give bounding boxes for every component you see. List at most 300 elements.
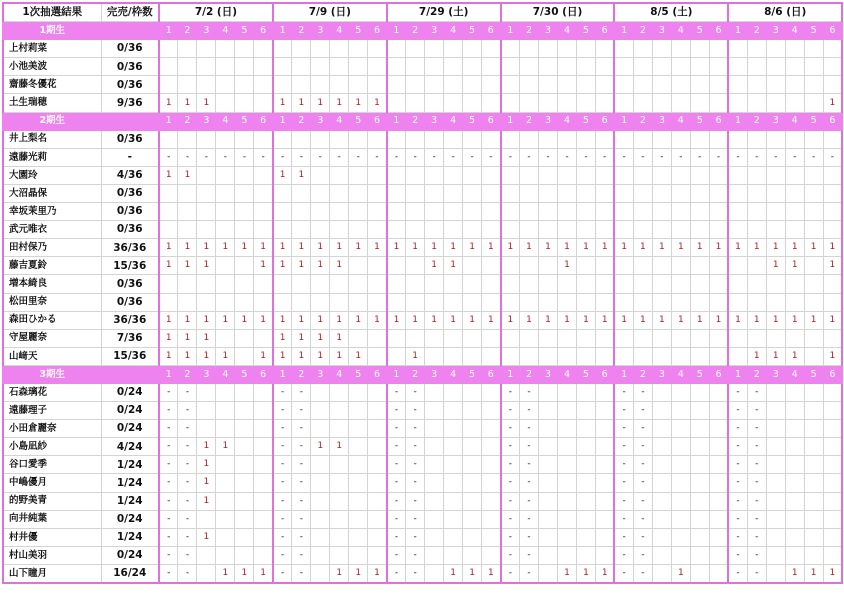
sold-mark: 1 bbox=[406, 347, 425, 365]
slot-number: 4 bbox=[671, 365, 690, 383]
sold-mark: 1 bbox=[311, 438, 330, 456]
empty-slot bbox=[159, 184, 178, 202]
empty-slot bbox=[652, 257, 671, 275]
na-mark: - bbox=[387, 148, 406, 166]
empty-slot bbox=[766, 438, 785, 456]
sold-mark: 1 bbox=[785, 564, 804, 583]
empty-slot bbox=[444, 221, 463, 239]
member-row bbox=[3, 546, 842, 564]
empty-slot bbox=[216, 166, 235, 184]
na-mark: - bbox=[501, 402, 520, 420]
empty-slot bbox=[728, 347, 747, 365]
empty-slot bbox=[425, 420, 444, 438]
empty-slot bbox=[425, 76, 444, 94]
slot-number: 1 bbox=[159, 365, 178, 383]
empty-slot bbox=[368, 474, 387, 492]
na-mark: - bbox=[273, 420, 292, 438]
sold-mark: 1 bbox=[539, 311, 558, 329]
empty-slot bbox=[368, 492, 387, 510]
na-mark: - bbox=[406, 474, 425, 492]
empty-slot bbox=[330, 420, 349, 438]
empty-slot bbox=[709, 40, 728, 58]
empty-slot bbox=[709, 402, 728, 420]
na-mark: - bbox=[576, 148, 595, 166]
sold-mark: 1 bbox=[576, 239, 595, 257]
empty-slot bbox=[178, 184, 197, 202]
empty-slot bbox=[690, 383, 709, 401]
empty-slot bbox=[766, 546, 785, 564]
empty-slot bbox=[709, 130, 728, 148]
na-mark: - bbox=[387, 492, 406, 510]
empty-slot bbox=[576, 438, 595, 456]
empty-slot bbox=[387, 130, 406, 148]
empty-slot bbox=[709, 347, 728, 365]
member-row bbox=[3, 257, 842, 275]
sold-mark: 1 bbox=[482, 239, 501, 257]
empty-slot bbox=[690, 257, 709, 275]
empty-slot bbox=[671, 203, 690, 221]
table-title: 1次抽選結果 bbox=[3, 3, 101, 22]
sold-mark: 1 bbox=[823, 94, 842, 112]
empty-slot bbox=[463, 275, 482, 293]
slot-number: 5 bbox=[349, 22, 368, 40]
empty-slot bbox=[614, 257, 633, 275]
empty-slot bbox=[254, 94, 273, 112]
na-mark: - bbox=[159, 474, 178, 492]
empty-slot bbox=[482, 347, 501, 365]
empty-slot bbox=[292, 203, 311, 221]
empty-slot bbox=[463, 329, 482, 347]
empty-slot bbox=[747, 94, 766, 112]
slot-number: 3 bbox=[197, 365, 216, 383]
empty-slot bbox=[254, 456, 273, 474]
na-mark: - bbox=[728, 510, 747, 528]
slot-number: 6 bbox=[254, 112, 273, 130]
sold-mark: 1 bbox=[254, 239, 273, 257]
member-name: 守屋麗奈 bbox=[3, 329, 101, 347]
slot-number: 5 bbox=[235, 365, 254, 383]
empty-slot bbox=[406, 275, 425, 293]
empty-slot bbox=[804, 383, 823, 401]
empty-slot bbox=[216, 221, 235, 239]
empty-slot bbox=[387, 293, 406, 311]
empty-slot bbox=[520, 347, 539, 365]
empty-slot bbox=[785, 474, 804, 492]
group-name: 1期生 bbox=[3, 22, 101, 40]
empty-slot bbox=[595, 528, 614, 546]
empty-slot bbox=[539, 275, 558, 293]
empty-slot bbox=[482, 184, 501, 202]
empty-slot bbox=[728, 203, 747, 221]
empty-slot bbox=[463, 221, 482, 239]
empty-slot bbox=[463, 383, 482, 401]
empty-slot bbox=[216, 94, 235, 112]
empty-slot bbox=[254, 474, 273, 492]
empty-slot bbox=[823, 166, 842, 184]
empty-slot bbox=[595, 58, 614, 76]
member-name: 石森璃花 bbox=[3, 383, 101, 401]
sold-mark: 1 bbox=[273, 257, 292, 275]
member-row bbox=[3, 383, 842, 401]
na-mark: - bbox=[387, 438, 406, 456]
na-mark: - bbox=[728, 420, 747, 438]
empty-slot bbox=[463, 438, 482, 456]
sold-count: 0/24 bbox=[101, 510, 159, 528]
empty-slot bbox=[804, 94, 823, 112]
na-mark: - bbox=[520, 383, 539, 401]
empty-slot bbox=[406, 166, 425, 184]
sold-mark: 1 bbox=[159, 347, 178, 365]
empty-slot bbox=[690, 456, 709, 474]
sold-count: 0/24 bbox=[101, 420, 159, 438]
empty-slot bbox=[216, 456, 235, 474]
empty-slot bbox=[444, 130, 463, 148]
empty-slot bbox=[292, 130, 311, 148]
empty-slot bbox=[463, 510, 482, 528]
empty-slot bbox=[652, 420, 671, 438]
empty-slot bbox=[576, 528, 595, 546]
empty-slot bbox=[823, 184, 842, 202]
slot-number: 1 bbox=[159, 22, 178, 40]
na-mark: - bbox=[728, 528, 747, 546]
empty-slot bbox=[557, 130, 576, 148]
empty-slot bbox=[254, 528, 273, 546]
empty-slot bbox=[785, 510, 804, 528]
slot-number: 2 bbox=[292, 112, 311, 130]
empty-slot bbox=[501, 221, 520, 239]
slot-number: 4 bbox=[557, 22, 576, 40]
empty-slot bbox=[690, 438, 709, 456]
empty-slot bbox=[178, 40, 197, 58]
sold-mark: 1 bbox=[292, 239, 311, 257]
na-mark: - bbox=[747, 438, 766, 456]
empty-slot bbox=[425, 528, 444, 546]
empty-slot bbox=[159, 76, 178, 94]
empty-slot bbox=[216, 329, 235, 347]
sold-mark: 1 bbox=[197, 239, 216, 257]
na-mark: - bbox=[406, 148, 425, 166]
empty-slot bbox=[709, 329, 728, 347]
slot-number: 2 bbox=[292, 22, 311, 40]
empty-slot bbox=[197, 203, 216, 221]
empty-slot bbox=[823, 58, 842, 76]
sold-mark: 1 bbox=[178, 347, 197, 365]
empty-slot bbox=[292, 40, 311, 58]
sold-count: 1/24 bbox=[101, 528, 159, 546]
slot-number: 5 bbox=[804, 22, 823, 40]
date-header: 8/5 (土) bbox=[614, 3, 728, 22]
empty-slot bbox=[557, 203, 576, 221]
slot-number: 5 bbox=[690, 365, 709, 383]
empty-slot bbox=[804, 40, 823, 58]
member-row bbox=[3, 492, 842, 510]
empty-slot bbox=[330, 58, 349, 76]
member-row bbox=[3, 329, 842, 347]
na-mark: - bbox=[501, 546, 520, 564]
na-mark: - bbox=[178, 564, 197, 583]
group-count-cell bbox=[101, 112, 159, 130]
sold-mark: 1 bbox=[273, 94, 292, 112]
empty-slot bbox=[292, 275, 311, 293]
empty-slot bbox=[197, 510, 216, 528]
slot-number: 6 bbox=[254, 22, 273, 40]
sold-mark: 1 bbox=[671, 311, 690, 329]
empty-slot bbox=[425, 275, 444, 293]
empty-slot bbox=[576, 456, 595, 474]
empty-slot bbox=[728, 184, 747, 202]
empty-slot bbox=[425, 58, 444, 76]
empty-slot bbox=[444, 546, 463, 564]
empty-slot bbox=[197, 130, 216, 148]
empty-slot bbox=[671, 58, 690, 76]
sold-mark: 1 bbox=[273, 329, 292, 347]
empty-slot bbox=[785, 166, 804, 184]
na-mark: - bbox=[159, 438, 178, 456]
empty-slot bbox=[633, 76, 652, 94]
na-mark: - bbox=[159, 148, 178, 166]
na-mark: - bbox=[178, 456, 197, 474]
na-mark: - bbox=[406, 402, 425, 420]
empty-slot bbox=[425, 474, 444, 492]
sold-mark: 1 bbox=[425, 239, 444, 257]
sold-mark: 1 bbox=[539, 239, 558, 257]
na-mark: - bbox=[349, 148, 368, 166]
empty-slot bbox=[273, 76, 292, 94]
sold-mark: 1 bbox=[709, 239, 728, 257]
empty-slot bbox=[463, 528, 482, 546]
empty-slot bbox=[292, 221, 311, 239]
empty-slot bbox=[557, 293, 576, 311]
na-mark: - bbox=[273, 456, 292, 474]
na-mark: - bbox=[728, 402, 747, 420]
empty-slot bbox=[785, 275, 804, 293]
na-mark: - bbox=[197, 148, 216, 166]
empty-slot bbox=[482, 94, 501, 112]
empty-slot bbox=[216, 184, 235, 202]
empty-slot bbox=[652, 94, 671, 112]
empty-slot bbox=[216, 383, 235, 401]
empty-slot bbox=[197, 293, 216, 311]
empty-slot bbox=[368, 347, 387, 365]
empty-slot bbox=[709, 275, 728, 293]
empty-slot bbox=[501, 347, 520, 365]
empty-slot bbox=[349, 203, 368, 221]
empty-slot bbox=[425, 347, 444, 365]
slot-number: 4 bbox=[444, 365, 463, 383]
empty-slot bbox=[444, 94, 463, 112]
member-name: 藤吉夏鈴 bbox=[3, 257, 101, 275]
empty-slot bbox=[254, 383, 273, 401]
empty-slot bbox=[235, 347, 254, 365]
empty-slot bbox=[557, 420, 576, 438]
empty-slot bbox=[311, 492, 330, 510]
empty-slot bbox=[311, 275, 330, 293]
sold-mark: 1 bbox=[235, 311, 254, 329]
slot-number: 4 bbox=[216, 365, 235, 383]
sold-mark: 1 bbox=[747, 347, 766, 365]
empty-slot bbox=[823, 329, 842, 347]
date-header: 7/9 (日) bbox=[273, 3, 387, 22]
slot-number: 1 bbox=[728, 22, 747, 40]
empty-slot bbox=[766, 130, 785, 148]
na-mark: - bbox=[728, 456, 747, 474]
empty-slot bbox=[690, 94, 709, 112]
empty-slot bbox=[368, 438, 387, 456]
sold-mark: 1 bbox=[330, 94, 349, 112]
sold-mark: 1 bbox=[444, 239, 463, 257]
empty-slot bbox=[652, 347, 671, 365]
sold-mark: 1 bbox=[273, 311, 292, 329]
sold-mark: 1 bbox=[178, 329, 197, 347]
empty-slot bbox=[406, 40, 425, 58]
empty-slot bbox=[557, 528, 576, 546]
slot-number: 6 bbox=[482, 112, 501, 130]
empty-slot bbox=[557, 275, 576, 293]
empty-slot bbox=[747, 329, 766, 347]
na-mark: - bbox=[387, 510, 406, 528]
empty-slot bbox=[349, 420, 368, 438]
na-mark: - bbox=[747, 402, 766, 420]
empty-slot bbox=[557, 329, 576, 347]
member-name: 遠藤光莉 bbox=[3, 148, 101, 166]
sold-count: 15/36 bbox=[101, 347, 159, 365]
na-mark: - bbox=[406, 420, 425, 438]
sold-mark: 1 bbox=[823, 347, 842, 365]
empty-slot bbox=[368, 546, 387, 564]
empty-slot bbox=[539, 456, 558, 474]
slot-number: 4 bbox=[330, 112, 349, 130]
lottery-result-table bbox=[2, 2, 843, 584]
empty-slot bbox=[576, 383, 595, 401]
empty-slot bbox=[576, 510, 595, 528]
empty-slot bbox=[425, 94, 444, 112]
empty-slot bbox=[728, 58, 747, 76]
empty-slot bbox=[311, 546, 330, 564]
sold-count: 0/36 bbox=[101, 275, 159, 293]
empty-slot bbox=[368, 383, 387, 401]
na-mark: - bbox=[671, 148, 690, 166]
empty-slot bbox=[728, 257, 747, 275]
na-mark: - bbox=[159, 528, 178, 546]
empty-slot bbox=[595, 293, 614, 311]
empty-slot bbox=[785, 58, 804, 76]
sold-mark: 1 bbox=[652, 239, 671, 257]
empty-slot bbox=[595, 510, 614, 528]
empty-slot bbox=[254, 184, 273, 202]
empty-slot bbox=[520, 40, 539, 58]
empty-slot bbox=[671, 528, 690, 546]
na-mark: - bbox=[633, 510, 652, 528]
empty-slot bbox=[311, 456, 330, 474]
empty-slot bbox=[652, 438, 671, 456]
member-row bbox=[3, 293, 842, 311]
sold-mark: 1 bbox=[823, 239, 842, 257]
empty-slot bbox=[595, 275, 614, 293]
sold-mark: 1 bbox=[349, 311, 368, 329]
empty-slot bbox=[690, 402, 709, 420]
member-name: 山﨑天 bbox=[3, 347, 101, 365]
empty-slot bbox=[349, 166, 368, 184]
empty-slot bbox=[482, 456, 501, 474]
sold-mark: 1 bbox=[709, 311, 728, 329]
sold-mark: 1 bbox=[444, 564, 463, 583]
slot-number: 5 bbox=[576, 22, 595, 40]
empty-slot bbox=[539, 564, 558, 583]
empty-slot bbox=[652, 293, 671, 311]
member-name: 土生瑞穂 bbox=[3, 94, 101, 112]
empty-slot bbox=[330, 293, 349, 311]
empty-slot bbox=[671, 221, 690, 239]
na-mark: - bbox=[406, 492, 425, 510]
empty-slot bbox=[823, 293, 842, 311]
sold-mark: 1 bbox=[197, 492, 216, 510]
empty-slot bbox=[463, 402, 482, 420]
na-mark: - bbox=[728, 438, 747, 456]
sold-mark: 1 bbox=[614, 239, 633, 257]
empty-slot bbox=[614, 40, 633, 58]
empty-slot bbox=[595, 438, 614, 456]
empty-slot bbox=[690, 130, 709, 148]
empty-slot bbox=[557, 58, 576, 76]
na-mark: - bbox=[292, 456, 311, 474]
sold-mark: 1 bbox=[557, 564, 576, 583]
empty-slot bbox=[614, 221, 633, 239]
empty-slot bbox=[728, 130, 747, 148]
empty-slot bbox=[159, 130, 178, 148]
slot-number: 6 bbox=[709, 365, 728, 383]
na-mark: - bbox=[520, 438, 539, 456]
empty-slot bbox=[482, 58, 501, 76]
sold-mark: 1 bbox=[557, 257, 576, 275]
na-mark: - bbox=[292, 402, 311, 420]
empty-slot bbox=[728, 329, 747, 347]
na-mark: - bbox=[614, 492, 633, 510]
empty-slot bbox=[482, 492, 501, 510]
na-mark: - bbox=[614, 564, 633, 583]
empty-slot bbox=[330, 383, 349, 401]
empty-slot bbox=[330, 474, 349, 492]
empty-slot bbox=[652, 76, 671, 94]
empty-slot bbox=[501, 166, 520, 184]
sold-mark: 1 bbox=[292, 329, 311, 347]
empty-slot bbox=[349, 528, 368, 546]
slot-number: 6 bbox=[823, 365, 842, 383]
empty-slot bbox=[539, 257, 558, 275]
slot-number: 6 bbox=[595, 112, 614, 130]
slot-number: 4 bbox=[785, 365, 804, 383]
sold-mark: 1 bbox=[349, 239, 368, 257]
empty-slot bbox=[576, 184, 595, 202]
na-mark: - bbox=[254, 148, 273, 166]
na-mark: - bbox=[159, 564, 178, 583]
member-row bbox=[3, 40, 842, 58]
slot-number: 3 bbox=[766, 22, 785, 40]
empty-slot bbox=[785, 203, 804, 221]
slot-number: 5 bbox=[463, 22, 482, 40]
empty-slot bbox=[709, 293, 728, 311]
empty-slot bbox=[671, 456, 690, 474]
sold-mark: 1 bbox=[368, 94, 387, 112]
na-mark: - bbox=[178, 528, 197, 546]
sold-mark: 1 bbox=[311, 257, 330, 275]
sold-mark: 1 bbox=[292, 311, 311, 329]
empty-slot bbox=[747, 221, 766, 239]
empty-slot bbox=[539, 347, 558, 365]
slot-number: 4 bbox=[444, 22, 463, 40]
sold-mark: 1 bbox=[254, 311, 273, 329]
sold-mark: 1 bbox=[823, 257, 842, 275]
empty-slot bbox=[557, 438, 576, 456]
